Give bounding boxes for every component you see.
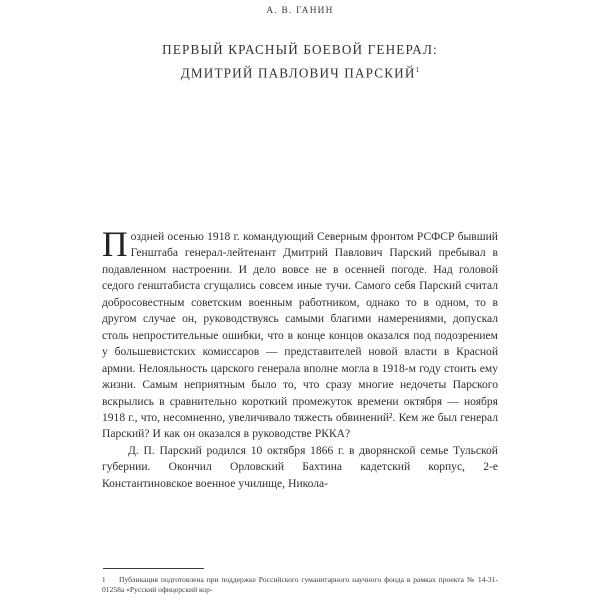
article-title-line-2: ДМИТРИЙ ПАВЛОВИЧ ПАРСКИЙ bbox=[180, 65, 416, 81]
running-head-author: А. В. ГАНИН bbox=[266, 6, 334, 16]
body-paragraph-1 bbox=[102, 224, 498, 443]
footnote-text: Публикация подготовлена при поддержке Российского гуманитарного научного фонда в рамках проекта № 14-31-01258а «Русский офицерский кор- bbox=[102, 575, 498, 595]
body-paragraph-2-text: Д. П. Парский родился 10 октября 1866 г. в дворянской семье Тульской губернии. Окончил Орловский Бахтина кадетский корпус, 2-е Константиновское военное училище, Никола- bbox=[102, 444, 498, 490]
footnote-separator-rule bbox=[103, 568, 204, 569]
footnote-area bbox=[102, 568, 498, 595]
footnote-1 bbox=[102, 575, 498, 595]
body-text-column bbox=[102, 224, 498, 492]
article-title bbox=[102, 40, 498, 83]
footnote-marker: 1 bbox=[102, 576, 106, 584]
article-title-line-2-wrap bbox=[102, 60, 498, 83]
article-title-line-1: ПЕРВЫЙ КРАСНЫЙ БОЕВОЙ ГЕНЕРАЛ: bbox=[162, 42, 438, 57]
drop-cap: П bbox=[102, 224, 128, 264]
body-paragraph-1-text: оздней осенью 1918 г. командующий Северным фронтом РСФСР бывший Генштаба генерал-лейтенант Дмитрий Павлович Парский пребывал в подавленном настроении. И дело вовсе не в осенней погоде. Над головой седого генштабиста сгущались совсем иные тучи. Самого себя Парский считал добросовестным советским военным работником, однако то в одном, то в другом случае он, руководствуясь самыми благими намерениями, допускал столь непростительные ошибки, что в конце концов оказался под подозрением у большевистских комиссаров — представителей новой власти в Красной армии. Нелояльность царского генерала вполне могла в 1918-м году стоить ему жизни. Самым неприятным было то, что сразу многие недочеты Парского вскрылись в сравнительно короткий промежуток времени октября — ноября 1918 г., что, несомненно, увеличивало тяжесть обвинений². Кем же был генерал Парский? И как он оказался в руководстве РККА? bbox=[102, 231, 498, 441]
body-paragraph-2 bbox=[102, 443, 498, 492]
title-footnote-marker: 1 bbox=[415, 65, 420, 74]
